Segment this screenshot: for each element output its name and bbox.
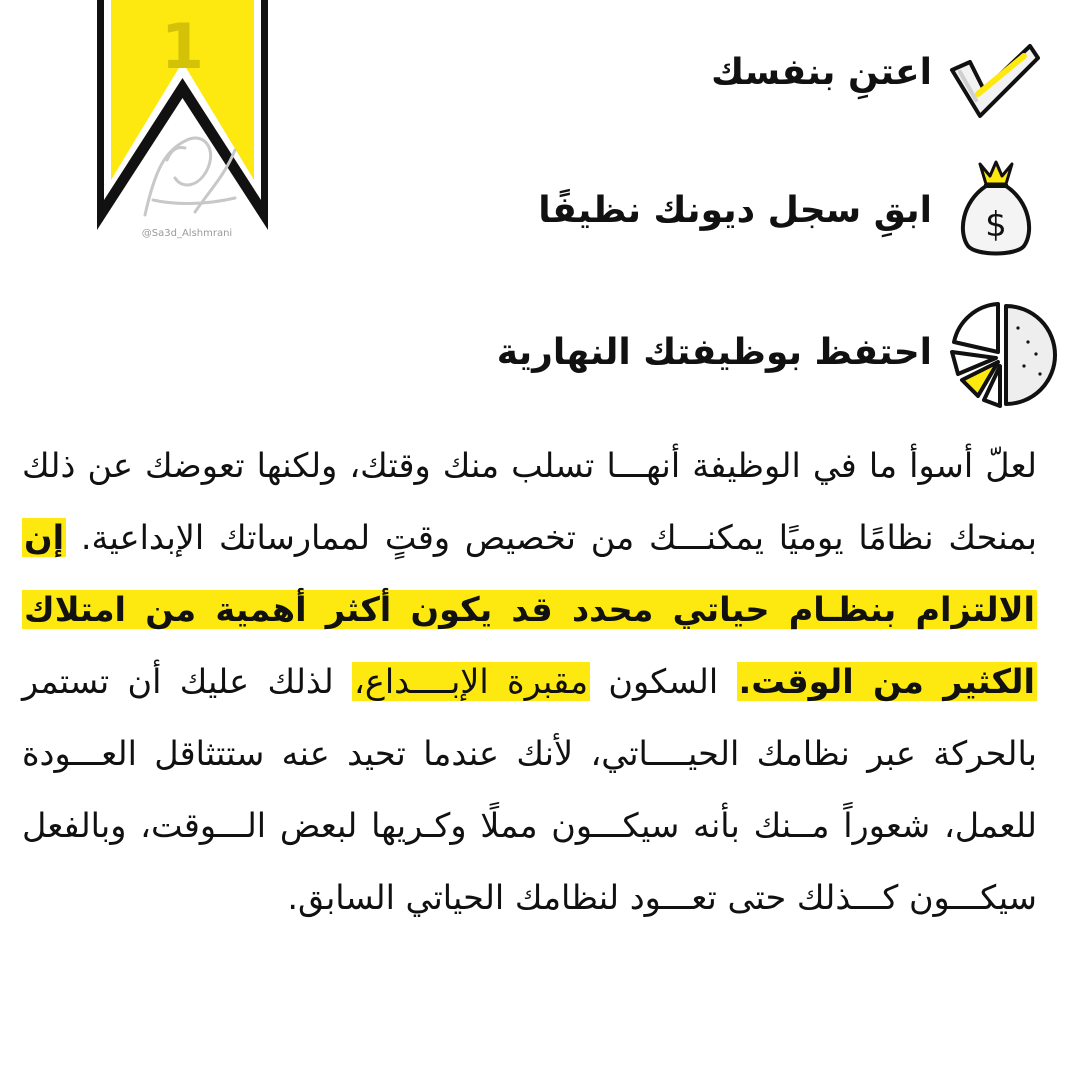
watermark-handle: @Sa3d_Alshmrani bbox=[141, 228, 233, 239]
highlight-creativity-grave: مقبرة الإبــــداع، bbox=[354, 662, 589, 701]
svg-text:$: $ bbox=[985, 205, 1007, 245]
heading-take-care: اعتنِ بنفسك bbox=[711, 52, 932, 93]
body-text-part-1: لعلّ أسوأ ما في الوظيفة أنهـــا تسلب منك وقتك، ولكنها تعوضك عن ذلك بمنحك نظامًا يوميًا يمكنـــك من تخصيص وقتٍ لممارساتك الإبداعية. bbox=[22, 446, 1037, 557]
checkmark-icon bbox=[948, 42, 1040, 120]
body-text-part-2: السكون bbox=[590, 662, 737, 701]
pie-chart-icon bbox=[948, 296, 1058, 412]
badge-number: 1 bbox=[160, 10, 205, 83]
money-bag-icon bbox=[956, 150, 1036, 260]
body-text-part-3: لذلك عليك أن تستمر بالحركة عبر نظامك الحيــــاتي، لأنك عندما تحيد عنه ستتثاقل العـــودة للعمل، شعوراً مــنك بأنه سيكـــون مملًا وكـريها لبعض الـــوقت، وبالفعل سيكـــون كـــذلك حتى تعـــود لنظامك الحياتي السابق. bbox=[22, 662, 1037, 917]
heading-keep-day-job: احتفظ بوظيفتك النهارية bbox=[496, 332, 932, 373]
heading-clean-debt: ابقِ سجل ديونك نظيفًا bbox=[538, 190, 932, 231]
body-paragraph bbox=[22, 430, 1037, 934]
highlight-routine-importance: إن الالتزام بنظـام حياتي محدد قد يكون أكثر أهمية من امتلاك الكثير من الوقت. bbox=[24, 518, 1035, 701]
ribbon-badge bbox=[95, 0, 270, 232]
